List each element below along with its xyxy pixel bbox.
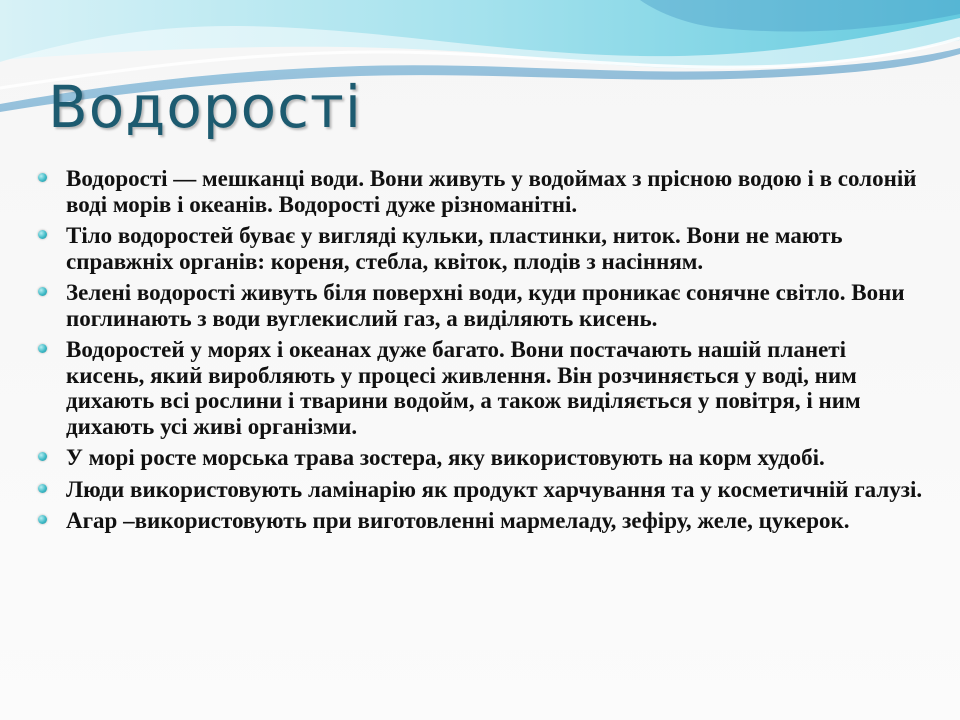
list-item <box>38 508 928 534</box>
bullet-dot-icon <box>38 230 47 239</box>
bullet-text: Люди використовують ламінарію як продукт харчування та у косметичній галузі. <box>66 476 923 502</box>
bullet-text: Водоростей у морях і океанах дуже багато. Вони постачають нашій планеті кисень, який виробляють у процесі живлення. Він розчиняється у воді, ним дихають всі рослини і тварини водойм, а також виділяється у повітря, і ним дихають усі живі організми. <box>66 337 861 439</box>
bullet-list <box>38 166 928 540</box>
bullet-dot-icon <box>38 344 47 353</box>
list-item <box>38 445 928 471</box>
bullet-text: У морі росте морська трава зостера, яку використовують на корм худобі. <box>66 445 825 470</box>
list-item <box>38 337 928 439</box>
bullet-dot-icon <box>38 287 47 296</box>
bullet-dot-icon <box>38 515 47 524</box>
bullet-text: Зелені водорості живуть біля поверхні води, куди проникає сонячне світло. Вони поглинають з води вуглекислий газ, а виділяють кисень. <box>66 280 905 331</box>
bullet-dot-icon <box>38 484 47 493</box>
list-item <box>38 280 928 331</box>
slide-title: Водорості <box>48 73 362 141</box>
list-item <box>38 223 928 274</box>
bullet-dot-icon <box>38 452 47 461</box>
list-item <box>38 166 928 217</box>
list-item <box>38 477 928 503</box>
bullet-text: Водорості — мешканці води. Вони живуть у водоймах з прісною водою і в солоній воді морів і океанів. Водорості дуже різноманітні. <box>66 166 917 217</box>
bullet-dot-icon <box>38 173 47 182</box>
bullet-text: Тіло водоростей буває у вигляді кульки, пластинки, ниток. Вони не мають справжніх органів: кореня, стебла, квіток, плодів з насінням. <box>66 223 843 274</box>
bullet-text: Агар –використовують при виготовленні мармеладу, зефіру, желе, цукерок. <box>66 508 850 533</box>
